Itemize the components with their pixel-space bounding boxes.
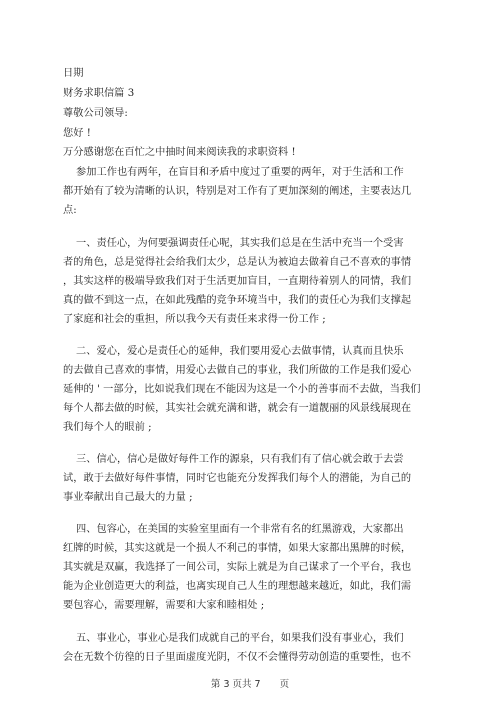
paragraph-line: 四、包容心，在美国的实验室里面有一个非常有名的红黑游戏，大家都出 (76, 524, 404, 535)
paragraph-line: 每个人都去做的时候，其实社会就充满和谐，就会有一道靓丽的风景线展现在 (63, 403, 412, 414)
paragraph-line: 红牌的时候，其实这就是一个损人不利己的事情，如果大家都出黑牌的时候， (63, 543, 412, 554)
paragraph-line: 会在无数个彷徨的日子里面虚度光阴，不仅不会懂得劳动创造的重要性，也不 (63, 652, 412, 663)
paragraph-line: 的去做自己喜欢的事情，用爱心去做自己的事业，我们所做的工作是我们爱心 (63, 365, 412, 376)
paragraph-line: 我们每个人的眼前 ; (63, 422, 152, 433)
paragraph-line: 参加工作也有两年，在盲目和矛盾中度过了重要的两年，对于生活和工作 (76, 167, 404, 178)
letter-title: 财务求职信篇 3 (63, 88, 135, 99)
paragraph-line: ，其实这样的极端导致我们对于生活更加盲目，一直期待着别人的同情，我们 (63, 276, 412, 287)
paragraph-line: 要包容心，需要理解，需要和大家和睦相处 ; (63, 600, 265, 611)
thanks-line: 万分感谢您在百忙之中抽时间来阅读我的求职资料 ! (63, 147, 296, 158)
paragraph-line: 五、事业心，事业心是我们成就自己的平台，如果我们没有事业心，我们 (76, 633, 404, 644)
paragraph-line: 了家庭和社会的重担，所以我今天有责任来求得一份工作 ; (63, 314, 326, 325)
paragraph-line: 其实就是双赢，我选择了一间公司，实际上就是为自己谋求了一个平台，我也 (63, 562, 412, 573)
paragraph-line: 真的做不到这一点，在如此残酷的竞争环境当中，我们的责任心为我们支撑起 (63, 295, 412, 306)
paragraph-line: 试，敢于去做好每件事情，同时它也能充分发挥我们每个人的潜能，为自己的 (63, 473, 412, 484)
paragraph-line: 都开始有了较为清晰的认识，特别是对工作有了更加深刻的阐述，主要表达几 (63, 186, 412, 197)
paragraph-line: 事业奉献出自己最大的力量 ; (63, 492, 193, 503)
paragraph-line: 延伸的 ' 一部分，比如说我们现在不能因为这是一个小的善事而不去做，当我们 (63, 384, 421, 395)
page-footer: 第 3 页共 7 页 (210, 679, 290, 690)
paragraph-line: 三、信心，信心是做好每件工作的源泉，只有我们有了信心就会敢于去尝 (76, 454, 404, 465)
paragraph-line: 一、责任心，为何要强调责任心呢，其实我们总是在生活中充当一个受害 (76, 238, 404, 249)
paragraph-line: 者的角色，总是觉得社会给我们太少，总是认为被迫去做着自己不喜欢的事情 (63, 257, 412, 268)
date-label: 日期 (63, 68, 84, 79)
paragraph-line: 点: (63, 205, 77, 216)
paragraph-line: 二、爱心，爱心是责任心的延伸，我们要用爱心去做事情，认真而且快乐 (76, 346, 404, 357)
salutation: 尊敬公司领导: (63, 108, 128, 119)
greeting: 您好 ! (63, 128, 91, 139)
paragraph-line: 能为企业创造更大的利益，也离实现自己人生的理想越来越近，如此，我们需 (63, 581, 412, 592)
